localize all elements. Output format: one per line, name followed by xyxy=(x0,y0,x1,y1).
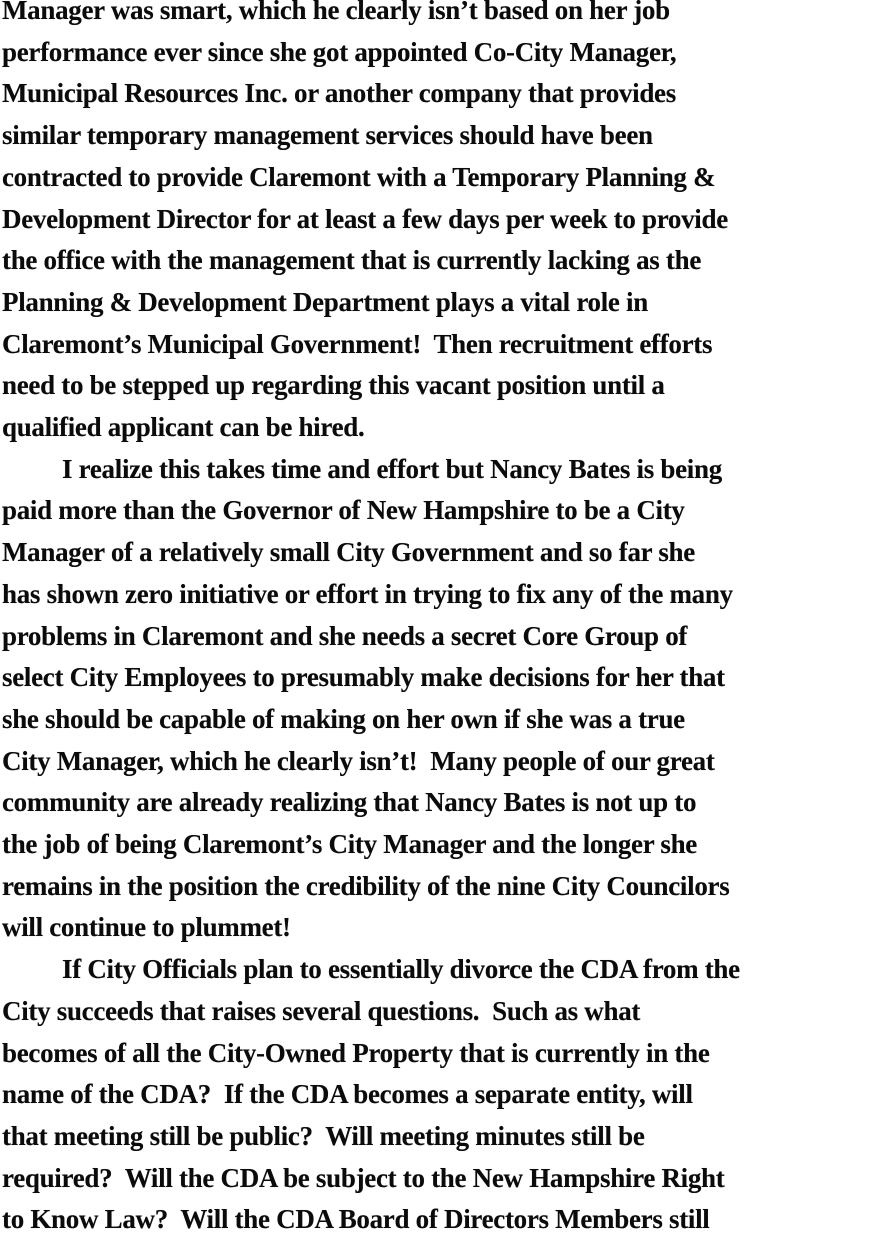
text-line: Manager of a relatively small City Government and so far she xyxy=(2,537,695,568)
text-line: the job of being Claremont’s City Manager and the longer she xyxy=(2,829,697,860)
text-line: the office with the management that is currently lacking as the xyxy=(2,245,702,276)
text-line: I realize this takes time and effort but Nancy Bates is being xyxy=(62,453,722,484)
text-line: performance ever since she got appointed Co-City Manager, xyxy=(2,36,677,67)
text-line: that meeting still be public? Will meeting minutes still be xyxy=(2,1120,645,1151)
text-line: will continue to plummet! xyxy=(2,912,291,943)
text-line: similar temporary management services should have been xyxy=(2,120,653,151)
text-line: becomes of all the City-Owned Property that is currently in the xyxy=(2,1037,710,1068)
text-line: paid more than the Governor of New Hampshire to be a City xyxy=(2,495,685,526)
text-line: Planning & Development Department plays a vital role in xyxy=(2,286,648,317)
text-line: need to be stepped up regarding this vacant position until a xyxy=(2,370,665,401)
text-line: required? Will the CDA be subject to the New Hampshire Right xyxy=(2,1162,725,1193)
text-line: City Manager, which he clearly isn’t! Many people of our great xyxy=(2,745,715,776)
text-line: she should be capable of making on her own if she was a true xyxy=(2,703,685,734)
text-line: problems in Claremont and she needs a secret Core Group of xyxy=(2,620,688,651)
text-line: contracted to provide Claremont with a Temporary Planning & xyxy=(2,161,716,192)
text-line: Manager was smart, which he clearly isn’t based on her job xyxy=(2,0,670,25)
text-line: has shown zero initiative or effort in trying to fix any of the many xyxy=(2,578,733,609)
text-line: qualified applicant can be hired. xyxy=(2,412,365,443)
text-line: name of the CDA? If the CDA becomes a separate entity, will xyxy=(2,1079,693,1110)
text-line: community are already realizing that Nancy Bates is not up to xyxy=(2,787,697,818)
text-line: Development Director for at least a few days per week to provide xyxy=(2,203,728,234)
text-line: Municipal Resources Inc. or another company that provides xyxy=(2,78,676,109)
letter-body xyxy=(2,0,880,1235)
text-line: Claremont’s Municipal Government! Then recruitment efforts xyxy=(2,328,713,359)
text-line: If City Officials plan to essentially divorce the CDA from the xyxy=(62,954,740,985)
text-line: remains in the position the credibility of the nine City Councilors xyxy=(2,870,730,901)
text-line: City succeeds that raises several questions. Such as what xyxy=(2,995,641,1026)
text-line: select City Employees to presumably make decisions for her that xyxy=(2,662,725,693)
text-line: to Know Law? Will the CDA Board of Directors Members still xyxy=(2,1204,710,1235)
